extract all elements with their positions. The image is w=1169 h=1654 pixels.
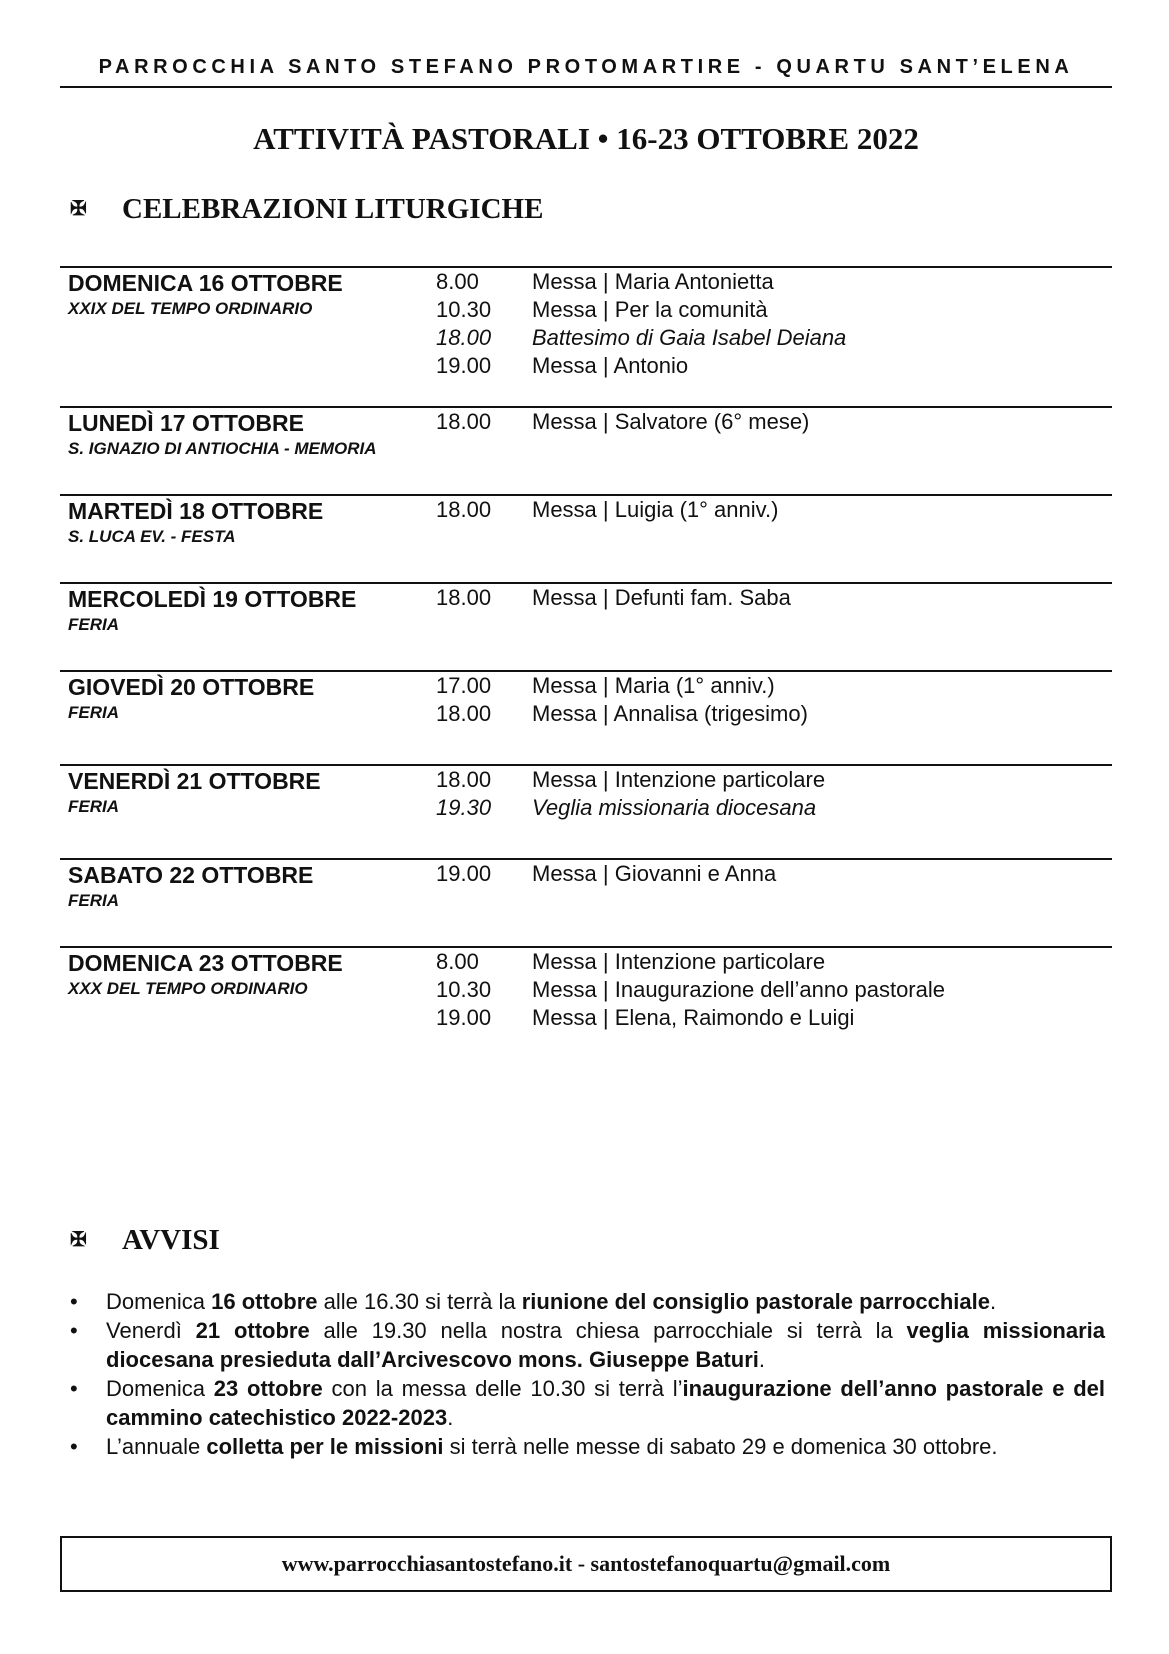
event-time: 18.00 — [436, 497, 492, 522]
bullet-icon: • — [70, 1376, 78, 1401]
section-title: AVVISI — [122, 1224, 220, 1256]
notice-text: con la messa delle 10.30 si terrà l’ — [322, 1376, 683, 1401]
event-description: Messa | Giovanni e Anna — [532, 861, 777, 886]
section-title: CELEBRAZIONI LITURGICHE — [122, 193, 544, 225]
bullet-icon: • — [70, 1289, 78, 1314]
notice-text: . — [989, 1289, 997, 1314]
event-time: 10.30 — [436, 977, 492, 1002]
event-row — [436, 672, 1106, 700]
notice-highlight: 21 ottobre — [195, 1318, 310, 1343]
day-name: DOMENICA 16 OTTOBRE — [68, 270, 343, 296]
notice-highlight: veglia missionaria diocesana presieduta dall’Arcivescovo mons. Giuseppe Baturi — [106, 1318, 1105, 1372]
notice-highlight: 23 ottobre — [213, 1376, 323, 1401]
day-info — [68, 672, 428, 724]
day-liturgical-note: FERIA — [68, 703, 119, 722]
day-info — [68, 496, 428, 548]
event-time: 19.00 — [436, 861, 492, 886]
bullet-icon: • — [70, 1434, 78, 1459]
day-liturgical-note: XXX DEL TEMPO ORDINARIO — [68, 979, 308, 998]
day-block — [60, 858, 1112, 946]
event-description: Messa | Antonio — [532, 353, 689, 378]
notice-text: L’annuale — [106, 1434, 207, 1459]
day-liturgical-note: FERIA — [68, 615, 119, 634]
event-description: Messa | Maria Antonietta — [532, 269, 774, 294]
notice-text: Domenica — [106, 1289, 212, 1314]
page-title: ATTIVITÀ PASTORALI • 16-23 OTTOBRE 2022 — [253, 121, 919, 156]
header-divider — [60, 86, 1112, 88]
event-description: Messa | Intenzione particolare — [532, 767, 826, 792]
day-liturgical-note: XXIX DEL TEMPO ORDINARIO — [68, 299, 313, 318]
event-description: Messa | Elena, Raimondo e Luigi — [532, 1005, 855, 1030]
footer-contact: www.parrocchiasantostefano.it - santostefanoquartu@gmail.com — [281, 1551, 891, 1576]
day-name: MERCOLEDÌ 19 OTTOBRE — [68, 586, 357, 612]
event-time: 18.00 — [436, 701, 492, 726]
section-heading-notices — [70, 1222, 220, 1258]
notice-item — [70, 1432, 1105, 1461]
notice-item — [70, 1316, 1105, 1374]
celebrations-schedule — [60, 266, 1112, 1068]
day-block — [60, 946, 1112, 1068]
notices-list — [70, 1287, 1105, 1461]
bullet-icon: • — [70, 1318, 78, 1343]
event-row — [436, 408, 1106, 436]
event-list — [436, 860, 1106, 888]
event-time: 19.00 — [436, 1005, 492, 1030]
notice-text: si terrà nelle messe di sabato 29 e domenica 30 ottobre. — [443, 1434, 998, 1459]
day-block — [60, 406, 1112, 494]
event-time: 18.00 — [436, 585, 492, 610]
event-description: Battesimo di Gaia Isabel Deiana — [532, 325, 847, 350]
event-description: Messa | Maria (1° anniv.) — [532, 673, 775, 698]
day-info — [68, 584, 428, 636]
event-list — [436, 766, 1106, 822]
day-name: VENERDÌ 21 OTTOBRE — [68, 768, 321, 794]
event-row — [436, 700, 1106, 728]
day-info — [68, 766, 428, 818]
event-row — [436, 584, 1106, 612]
notice-highlight: inaugurazione dell’anno pastorale e del cammino catechistico 2022-2023 — [106, 1376, 1105, 1430]
notice-text: alle 19.30 nella nostra chiesa parrocchiale si terrà la — [309, 1318, 907, 1343]
event-row — [436, 794, 1106, 822]
day-block — [60, 764, 1112, 858]
day-info — [68, 860, 428, 912]
event-row — [436, 268, 1106, 296]
event-description: Messa | Annalisa (trigesimo) — [532, 701, 808, 726]
event-time: 18.00 — [436, 409, 492, 434]
notice-text: Venerdì — [106, 1318, 196, 1343]
day-block — [60, 670, 1112, 764]
day-name: MARTEDÌ 18 OTTOBRE — [68, 498, 324, 524]
event-description: Messa | Intenzione particolare — [532, 949, 826, 974]
event-description: Messa | Per la comunità — [532, 297, 768, 322]
event-row — [436, 948, 1106, 976]
day-info — [68, 948, 428, 1000]
event-list — [436, 496, 1106, 524]
event-time: 18.00 — [436, 767, 492, 792]
notice-highlight: colletta per le missioni — [206, 1434, 444, 1459]
event-row — [436, 766, 1106, 794]
event-row — [436, 296, 1106, 324]
event-time: 19.00 — [436, 353, 492, 378]
notice-highlight: 16 ottobre — [211, 1289, 318, 1314]
notice-item — [70, 1287, 1105, 1316]
event-row — [436, 1004, 1106, 1032]
day-block — [60, 266, 1112, 406]
day-name: GIOVEDÌ 20 OTTOBRE — [68, 674, 315, 700]
event-time: 8.00 — [436, 949, 479, 974]
event-time: 10.30 — [436, 297, 492, 322]
day-liturgical-note: FERIA — [68, 891, 119, 910]
day-info — [68, 408, 428, 460]
ornament-star-icon: ✠ — [70, 1229, 87, 1251]
notice-text: . — [758, 1347, 766, 1372]
day-liturgical-note: FERIA — [68, 797, 119, 816]
event-list — [436, 584, 1106, 612]
event-list — [436, 408, 1106, 436]
event-time: 18.00 — [436, 325, 492, 350]
event-list — [436, 268, 1106, 380]
day-name: DOMENICA 23 OTTOBRE — [68, 950, 343, 976]
notice-text: alle 16.30 si terrà la — [317, 1289, 522, 1314]
notice-item — [70, 1374, 1105, 1432]
day-block — [60, 494, 1112, 582]
event-row — [436, 860, 1106, 888]
ornament-star-icon: ✠ — [70, 198, 87, 220]
day-info — [68, 268, 428, 320]
notice-highlight: riunione del consiglio pastorale parrocchiale — [521, 1289, 990, 1314]
event-time: 17.00 — [436, 673, 492, 698]
day-name: SABATO 22 OTTOBRE — [68, 862, 314, 888]
notice-text: Domenica — [106, 1376, 214, 1401]
event-time: 19.30 — [436, 795, 492, 820]
event-description: Messa | Luigia (1° anniv.) — [532, 497, 779, 522]
event-description: Veglia missionaria diocesana — [532, 795, 817, 820]
day-liturgical-note: S. LUCA EV. - FESTA — [68, 527, 236, 546]
day-liturgical-note: S. IGNAZIO DI ANTIOCHIA - MEMORIA — [68, 439, 377, 458]
day-block — [60, 582, 1112, 670]
day-name: LUNEDÌ 17 OTTOBRE — [68, 410, 304, 436]
section-heading-celebrations — [70, 191, 543, 227]
event-list — [436, 672, 1106, 728]
parish-header: PARROCCHIA SANTO STEFANO PROTOMARTIRE - QUARTU SANT’ELENA — [98, 56, 1074, 78]
event-description: Messa | Defunti fam. Saba — [532, 585, 791, 610]
event-row — [436, 352, 1106, 380]
event-row — [436, 324, 1106, 352]
event-row — [436, 496, 1106, 524]
event-list — [436, 948, 1106, 1032]
event-description: Messa | Inaugurazione dell’anno pastorale — [532, 977, 945, 1002]
event-time: 8.00 — [436, 269, 479, 294]
event-description: Messa | Salvatore (6° mese) — [532, 409, 810, 434]
notice-text: . — [447, 1405, 454, 1430]
footer-contact-box — [60, 1536, 1112, 1592]
event-row — [436, 976, 1106, 1004]
